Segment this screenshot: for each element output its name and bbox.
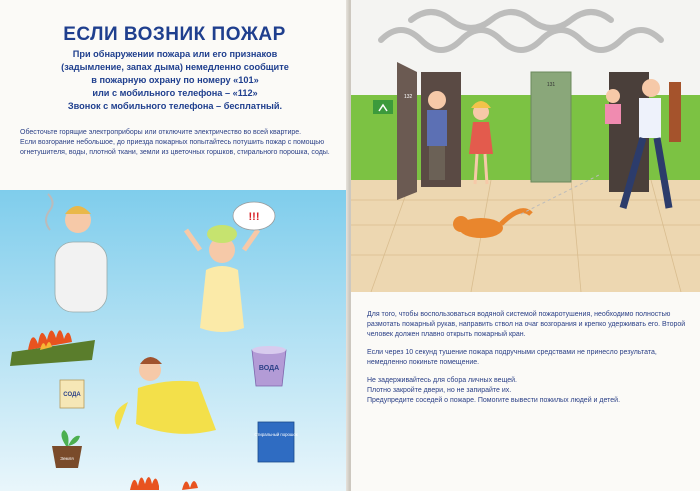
instructions-text bbox=[367, 310, 692, 406]
coat-on-hanger bbox=[669, 82, 681, 142]
soda-label: СОДА bbox=[63, 392, 81, 398]
washing-powder-box-icon bbox=[254, 422, 297, 462]
evacuation-illustration bbox=[351, 0, 700, 292]
leave-premises-paragraph: Если через 10 секунд тушение пожара подручными средствами не принесло результата, немедленно покиньте помещение. bbox=[367, 349, 657, 366]
door-2 bbox=[531, 72, 571, 182]
door-1-leaf bbox=[397, 62, 417, 200]
water-label: ВОДА bbox=[258, 365, 280, 372]
door-number: 131 bbox=[546, 82, 556, 88]
exit-sign-icon bbox=[373, 100, 393, 114]
emergency-line: При обнаружении пожара или его признаков bbox=[72, 49, 278, 59]
soil-label: Земля bbox=[60, 456, 74, 461]
soda-box-icon bbox=[60, 380, 84, 408]
right-page bbox=[351, 0, 700, 491]
left-page bbox=[0, 0, 349, 491]
fire-hose-paragraph: Для того, чтобы воспользоваться водяной системой пожаротушения, необходимо полностью размотать пожарный рукав, направить ствол на очаг возгорания и крепко удерживать его. Второй человек должен плавно открыть пожарный кран. bbox=[367, 311, 686, 338]
emergency-line: или с мобильного телефона – «112» bbox=[92, 88, 258, 98]
emergency-call-notice bbox=[40, 48, 310, 113]
water-bucket-icon bbox=[252, 346, 286, 386]
elderly-man-figure bbox=[427, 91, 447, 180]
power-off-paragraph: Обесточьте горящие электроприборы или отключите электричество во всей квартире. bbox=[20, 129, 302, 136]
advice-line: Не задерживайтесь для сбора личных вещей. bbox=[367, 377, 517, 384]
extinguishing-illustration bbox=[0, 190, 349, 491]
emergency-line: (задымление, запах дыма) немедленно сообщите bbox=[61, 62, 289, 72]
instructions-text bbox=[20, 128, 342, 158]
emergency-line: в пожарную охрану по номеру «101» bbox=[91, 75, 259, 85]
door-number: 132 bbox=[404, 94, 413, 100]
small-fire-paragraph: Если возгорание небольшое, до приезда пожарных попытайтесь потушить пожар с помощью огнетушителя, воды, плотной ткани, земли из цветочных горшков, стирального порошка, соды. bbox=[20, 139, 330, 156]
speech-bubble-text: !!! bbox=[248, 211, 260, 223]
emergency-line: Звонок с мобильного телефона – бесплатный. bbox=[67, 101, 283, 111]
page-title: ЕСЛИ ВОЗНИК ПОЖАР bbox=[63, 24, 286, 45]
advice-line: Предупредите соседей о пожаре. Помогите вывести пожилых людей и детей. bbox=[367, 397, 621, 404]
advice-line: Плотно закройте двери, но не запирайте их. bbox=[367, 387, 512, 394]
speech-bubble bbox=[233, 202, 275, 230]
powder-label: Стиральный порошок bbox=[254, 432, 298, 437]
